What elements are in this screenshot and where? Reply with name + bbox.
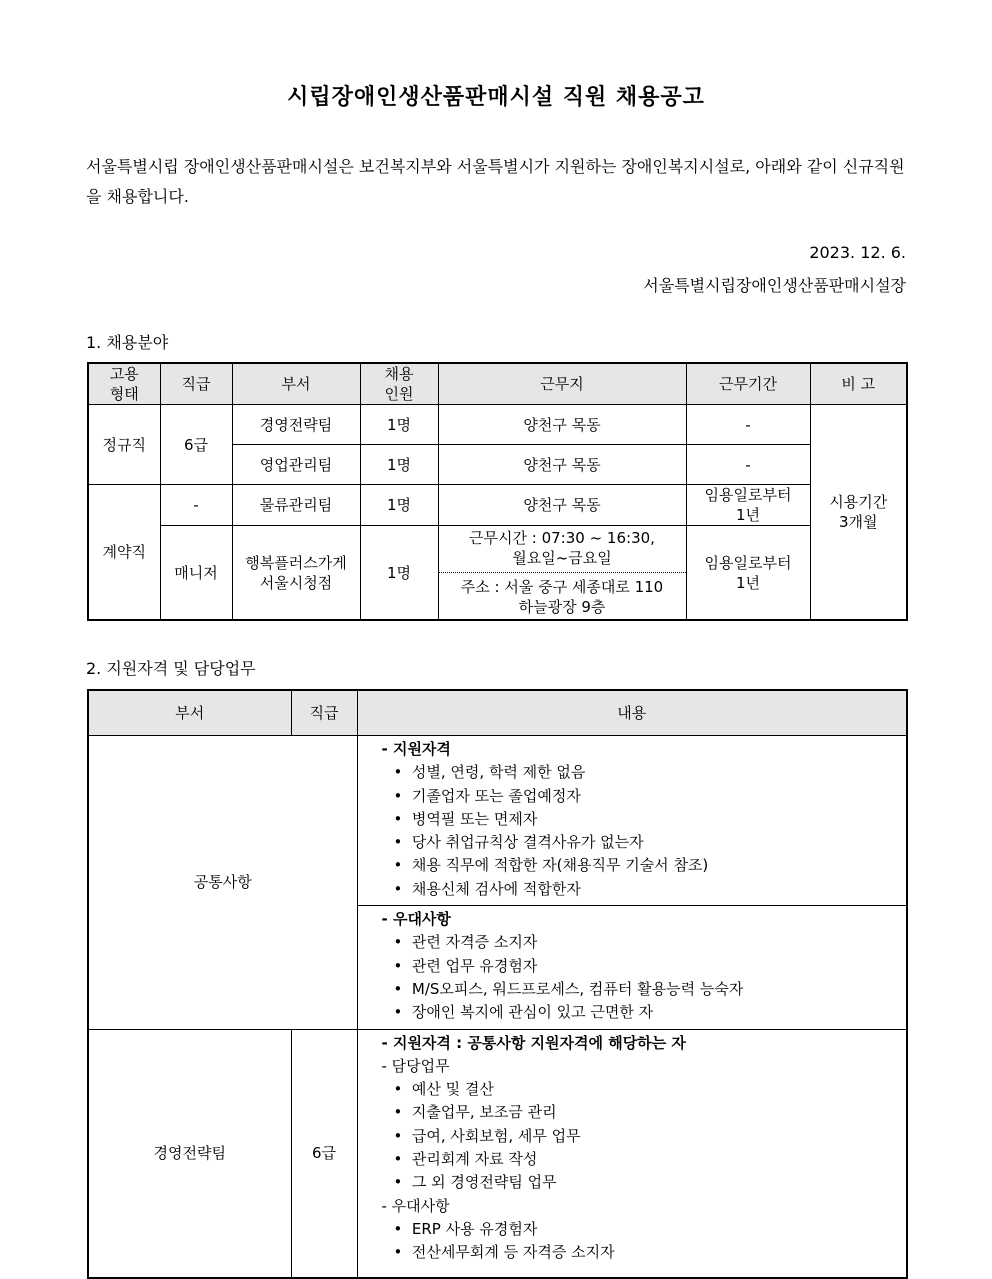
bullet-icon: • <box>393 956 403 975</box>
list-item <box>382 978 907 1001</box>
header-content: 내용 <box>357 690 907 736</box>
grade-cell: 6급 <box>160 405 232 485</box>
qualification-table <box>87 689 908 1279</box>
location-cell: 양천구 목동 <box>438 485 686 526</box>
note-cell <box>810 405 907 621</box>
section-2-title: 2. 지원자격 및 담당업무 <box>86 659 256 678</box>
list-item <box>382 1218 907 1241</box>
announcement-date: 2023. 12. 6. <box>809 243 906 262</box>
list-item <box>382 931 907 954</box>
strategy-pref-list <box>382 1218 907 1265</box>
count-cell: 1명 <box>360 485 438 526</box>
work-hours <box>439 526 686 573</box>
count-cell: 1명 <box>360 405 438 445</box>
header-period: 근무기간 <box>686 363 810 405</box>
qualifications-list <box>382 761 907 901</box>
period-cell <box>686 526 810 621</box>
count-cell: 1명 <box>360 526 438 621</box>
bullet-icon: • <box>393 833 403 852</box>
header-grade: 직급 <box>160 363 232 405</box>
header-text: 고용 <box>109 365 139 383</box>
header-employment-type <box>88 363 160 405</box>
list-item <box>382 1148 907 1171</box>
count-cell: 1명 <box>360 445 438 485</box>
list-item-text: 전산세무회계 등 자격증 소지자 <box>411 1243 615 1262</box>
table-row <box>88 526 907 621</box>
header-grade: 직급 <box>291 690 357 736</box>
period-cell: - <box>686 405 810 445</box>
list-item-text: 장애인 복지에 관심이 있고 근면한 자 <box>411 1003 654 1022</box>
common-preferences <box>357 906 907 1029</box>
section-1-title: 1. 채용분야 <box>86 333 169 352</box>
table-row <box>88 736 907 906</box>
strategy-qualification: - 지원자격 : 공통사항 지원자격에 해당하는 자 <box>381 1033 686 1052</box>
period-cell: - <box>686 445 810 485</box>
list-item <box>382 831 907 854</box>
header-dept: 부서 <box>232 363 360 405</box>
header-location: 근무지 <box>438 363 686 405</box>
list-item-text: 급여, 사회보험, 세무 업무 <box>411 1126 581 1145</box>
list-item-text: 관련 자격증 소지자 <box>411 933 538 952</box>
header-text: 인원 <box>384 385 414 403</box>
period-cell <box>686 485 810 526</box>
table-row <box>88 485 907 526</box>
dept-cell: 경영전략팀 <box>88 1029 291 1277</box>
address-line: 하늘광장 9층 <box>518 598 606 616</box>
header-dept: 부서 <box>88 690 291 736</box>
list-item-text: 당사 취업규칙상 결격사유가 없는자 <box>411 833 644 852</box>
common-qualifications <box>357 736 907 906</box>
grade-cell: 6급 <box>291 1029 357 1277</box>
bullet-icon: • <box>393 763 403 782</box>
bullet-icon: • <box>393 856 403 875</box>
dept-cell <box>232 526 360 621</box>
location-cell <box>438 526 686 621</box>
header-text: 채용 <box>384 365 414 383</box>
issuer-name: 서울특별시립장애인생산품판매시설장 <box>643 276 906 295</box>
bullet-icon: • <box>393 1219 403 1238</box>
hours-line: 근무시간 : 07:30 ~ 16:30, <box>469 529 655 547</box>
preferences-heading: - 우대사항 <box>381 910 451 929</box>
grade-cell: 매니저 <box>160 526 232 621</box>
duties-list <box>382 1078 907 1194</box>
list-item <box>382 878 907 901</box>
period-line: 1년 <box>735 506 761 524</box>
list-item <box>382 1101 907 1124</box>
bullet-icon: • <box>393 1126 403 1145</box>
header-note: 비 고 <box>810 363 907 405</box>
location-cell: 양천구 목동 <box>438 405 686 445</box>
list-item-text: 관련 업무 유경험자 <box>411 956 538 975</box>
dept-cell: 경영전략팀 <box>232 405 360 445</box>
strategy-content <box>357 1029 907 1277</box>
list-item <box>382 808 907 831</box>
employment-type-contract: 계약직 <box>88 485 160 621</box>
page-title: 시립장애인생산품판매시설 직원 채용공고 <box>287 85 705 110</box>
dept-cell: 영업관리팀 <box>232 445 360 485</box>
strategy-pref-heading: - 우대사항 <box>381 1196 450 1215</box>
recruitment-field-table <box>87 362 908 621</box>
table-row <box>88 1029 907 1277</box>
bullet-icon: • <box>393 933 403 952</box>
list-item <box>382 1241 907 1264</box>
address <box>439 573 686 619</box>
list-item-text: 채용 직무에 적합한 자(채용직무 기술서 참조) <box>411 856 709 875</box>
list-item-text: 관리회계 자료 작성 <box>411 1150 538 1169</box>
bullet-icon: • <box>393 1173 403 1192</box>
table-row <box>88 405 907 445</box>
list-item-text: ERP 사용 유경험자 <box>411 1219 538 1238</box>
bullet-icon: • <box>393 1150 403 1169</box>
bullet-icon: • <box>393 786 403 805</box>
intro-paragraph: 서울특별시립 장애인생산품판매시설은 보건복지부와 서울특별시가 지원하는 장애인복지시설로, 아래와 같이 신규직원을 채용합니다. <box>86 157 905 206</box>
list-item <box>382 1001 907 1024</box>
grade-cell: - <box>160 485 232 526</box>
bullet-icon: • <box>393 809 403 828</box>
common-label: 공통사항 <box>88 736 357 1030</box>
note-line: 3개월 <box>838 513 878 531</box>
dept-cell: 물류관리팀 <box>232 485 360 526</box>
note-line: 시용기간 <box>829 493 888 511</box>
bullet-icon: • <box>393 979 403 998</box>
list-item <box>382 1125 907 1148</box>
location-cell: 양천구 목동 <box>438 445 686 485</box>
list-item-text: M/S오피스, 워드프로세스, 컴퓨터 활용능력 능숙자 <box>411 979 744 998</box>
hours-line: 월요일~금요일 <box>512 549 612 567</box>
header-text: 형태 <box>109 385 139 403</box>
dept-line: 서울시청점 <box>259 573 333 592</box>
bullet-icon: • <box>393 1080 403 1099</box>
list-item-text: 채용신체 검사에 적합한자 <box>411 879 581 898</box>
qualifications-heading: - 지원자격 <box>381 740 451 758</box>
list-item-text: 그 외 경영전략팀 업무 <box>411 1173 557 1192</box>
list-item <box>382 1078 907 1101</box>
table-header-row <box>88 363 907 405</box>
preferences-list <box>382 931 907 1024</box>
list-item <box>382 854 907 877</box>
list-item <box>382 955 907 978</box>
period-line: 임용일로부터 <box>704 553 792 572</box>
header-headcount <box>360 363 438 405</box>
list-item <box>382 1171 907 1194</box>
dept-line: 행복플러스가게 <box>245 553 347 572</box>
address-line: 주소 : 서울 중구 세종대로 110 <box>460 578 664 596</box>
list-item <box>382 761 907 784</box>
list-item-text: 성별, 연령, 학력 제한 없음 <box>411 763 586 782</box>
list-item-text: 지출업무, 보조금 관리 <box>411 1103 557 1122</box>
table-header-row <box>88 690 907 736</box>
bullet-icon: • <box>393 1003 403 1022</box>
period-line: 1년 <box>735 573 761 592</box>
employment-type-regular: 정규직 <box>88 405 160 485</box>
list-item-text: 병역필 또는 면제자 <box>411 809 538 828</box>
list-item-text: 예산 및 결산 <box>411 1080 494 1099</box>
period-line: 임용일로부터 <box>704 486 792 504</box>
list-item-text: 기졸업자 또는 졸업예정자 <box>411 786 581 805</box>
bullet-icon: • <box>393 879 403 898</box>
bullet-icon: • <box>393 1103 403 1122</box>
list-item <box>382 785 907 808</box>
duties-heading: - 담당업무 <box>381 1056 450 1075</box>
bullet-icon: • <box>393 1243 403 1262</box>
